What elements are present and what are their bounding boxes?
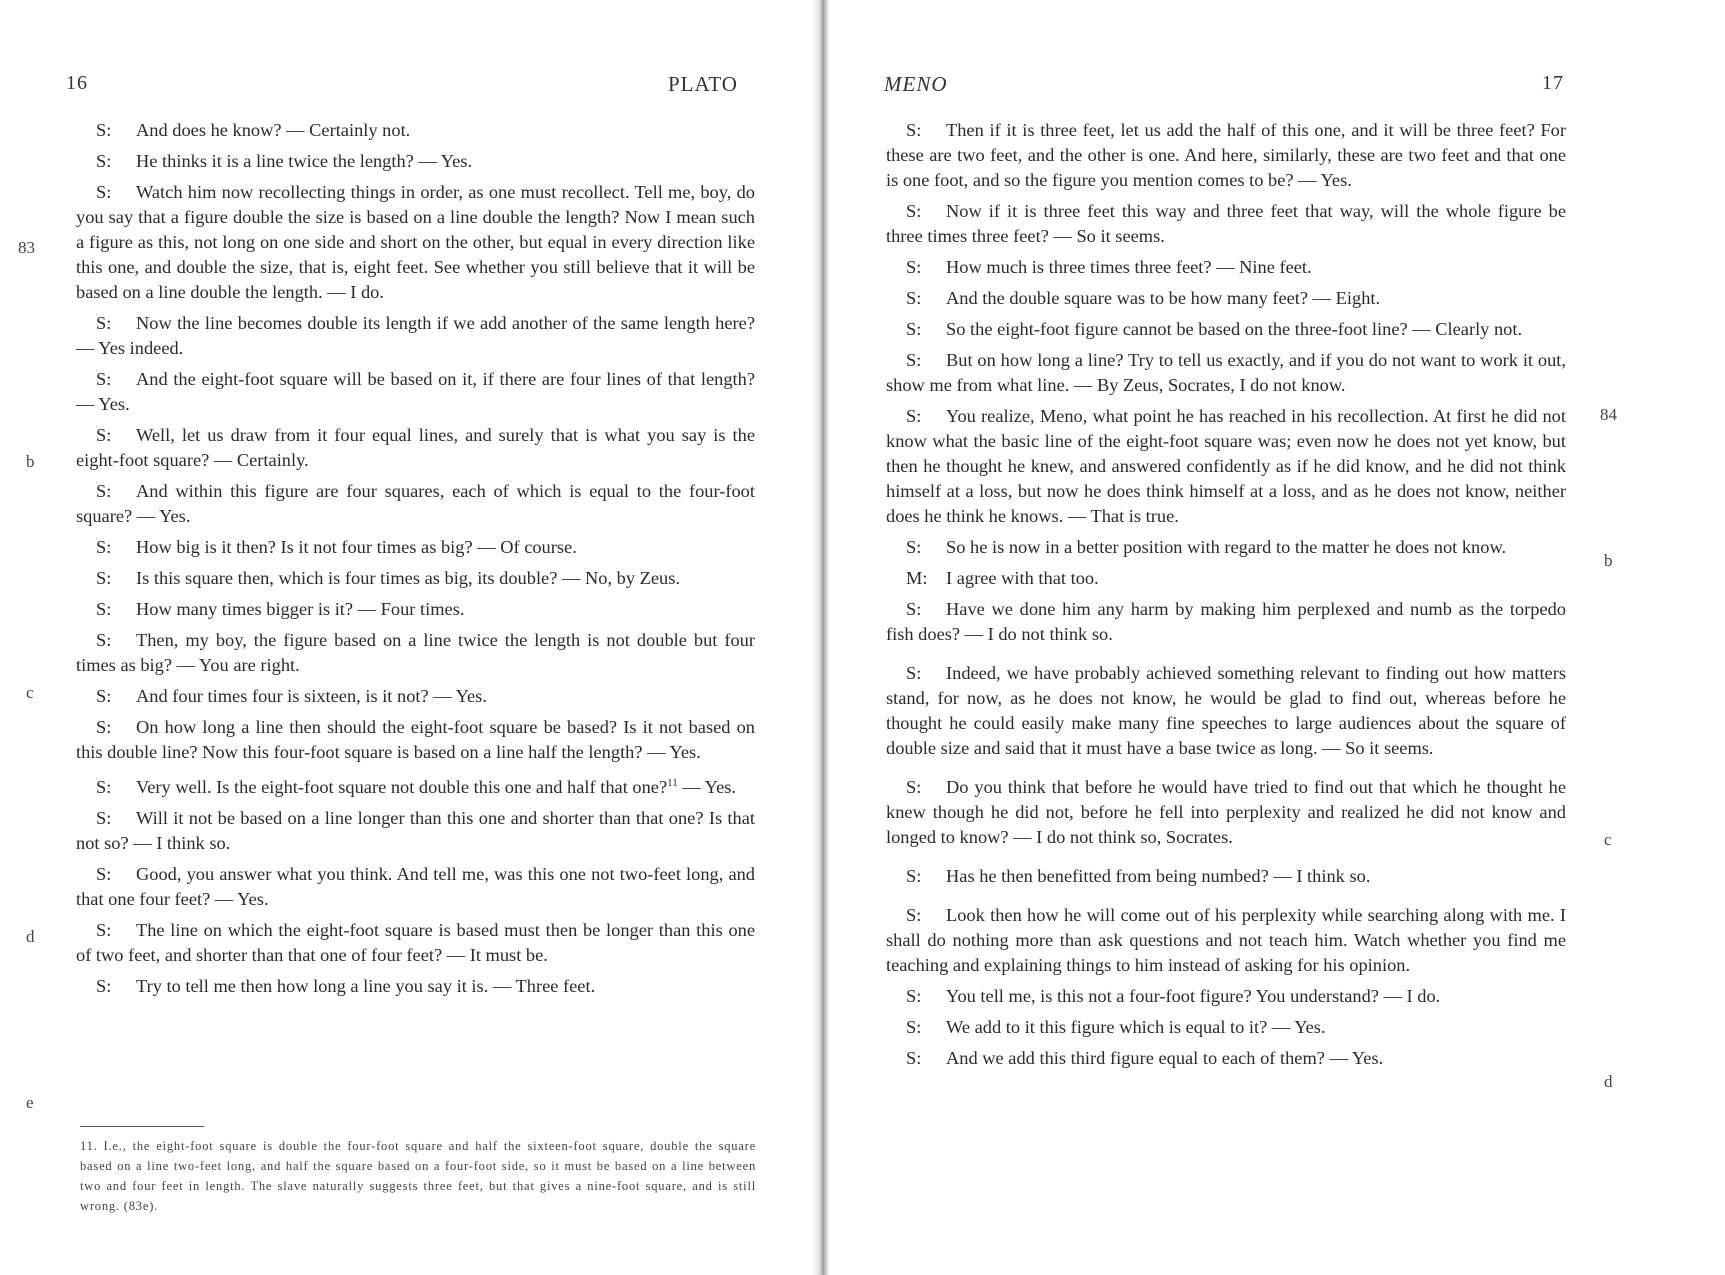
dialogue-paragraph [886, 255, 1566, 280]
paragraph-text: And within this figure are four squares, each of which is equal to the four-foot square? — Yes. [76, 481, 755, 526]
speaker-label: S: [96, 777, 112, 798]
speaker-label: S: [96, 568, 112, 588]
speaker-label: S: [906, 663, 922, 683]
stephanus-marker: d [1604, 1072, 1613, 1091]
paragraph-text: Now if it is three feet this way and three feet that way, will the whole figure be three times three feet? — So it seems. [886, 201, 1566, 246]
paragraph-text: Very well. Is the eight-foot square not double this one and half that one? [136, 777, 668, 798]
dialogue-paragraph [886, 535, 1566, 560]
paragraph-text: I agree with that too. [946, 568, 1099, 588]
paragraph-text: Watch him now recollecting things in order, as one must recollect. Tell me, boy, do you say that a figure double the size is based on a line double the length? Now I mean such a figure as this, not long on one side and short on the other, but equal in every direction like this one, and double the size, that is, eight feet. See whether you still believe that it will be based on a line double the length. — I do. [76, 182, 755, 302]
dialogue-paragraph [76, 118, 755, 143]
speaker-label: S: [96, 864, 112, 885]
paragraph-text: So he is now in a better position with regard to the matter he does not know. [946, 537, 1507, 557]
speaker-label: S: [906, 257, 922, 277]
speaker-label: S: [906, 288, 922, 308]
paragraph-text: How much is three times three feet? — Nine feet. [946, 257, 1312, 277]
dialogue-paragraph [76, 628, 755, 678]
dialogue-paragraph [76, 715, 755, 765]
stephanus-marker: 84 [1600, 405, 1617, 424]
dialogue-paragraph [76, 771, 755, 800]
dialogue-paragraph [886, 566, 1566, 591]
paragraph-text: And four times four is sixteen, is it not? — Yes. [136, 686, 487, 706]
speaker-label: S: [906, 406, 922, 426]
dialogue-paragraph [76, 367, 755, 417]
speaker-label: S: [906, 1017, 922, 1037]
speaker-label: S: [96, 151, 112, 171]
stephanus-marker: b [1604, 551, 1613, 570]
paragraph-text: Has he then benefitted from being numbed? — I think so. [946, 866, 1371, 886]
speaker-label: S: [96, 313, 112, 333]
paragraph-text: How many times bigger is it? — Four times. [136, 599, 465, 619]
speaker-label: S: [906, 201, 922, 221]
paragraph-text: Good, you answer what you think. And tell me, was this one not two-feet long, and that one four feet? — Yes. [76, 864, 755, 910]
speaker-label: S: [906, 1048, 922, 1068]
speaker-label: S: [96, 481, 112, 501]
dialogue-paragraph [886, 597, 1566, 647]
dialogue-paragraph [76, 566, 755, 591]
speaker-label: S: [96, 686, 112, 706]
paragraph-text: Then if it is three feet, let us add the half of this one, and it will be three feet? For these are two feet, and the other is one. And here, similarly, these are two feet and that one is one foot, and so the figure you mention comes to be? — Yes. [886, 120, 1566, 190]
dialogue-paragraph [76, 180, 755, 305]
dialogue-paragraph [76, 862, 755, 912]
speaker-label: S: [96, 182, 112, 202]
stephanus-marker: c [1604, 830, 1612, 849]
speaker-label: S: [96, 537, 112, 557]
dialogue-paragraph [886, 286, 1566, 311]
dialogue-paragraph [886, 661, 1566, 761]
paragraph-text: But on how long a line? Try to tell us exactly, and if you do not want to work it out, show me from what line. — By Zeus, Socrates, I do not know. [886, 350, 1566, 395]
footnote-marker[interactable]: 11 [667, 777, 678, 789]
speaker-label: S: [906, 599, 922, 619]
speaker-label: S: [96, 425, 112, 445]
stephanus-marker: d [26, 927, 35, 946]
speaker-label: S: [906, 866, 922, 886]
speaker-label: M: [906, 568, 928, 588]
running-head-right: MENO [884, 72, 948, 96]
running-head-left: PLATO [668, 72, 738, 96]
dialogue-paragraph [76, 149, 755, 174]
dialogue-paragraph [76, 806, 755, 856]
dialogue-paragraph [886, 775, 1566, 850]
paragraph-text: Try to tell me then how long a line you say it is. — Three feet. [136, 976, 596, 997]
paragraph-text: So the eight-foot figure cannot be based on the three-foot line? — Clearly not. [946, 319, 1523, 339]
dialogue-paragraph [886, 984, 1566, 1009]
speaker-label: S: [96, 630, 112, 650]
paragraph-text: You tell me, is this not a four-foot figure? You understand? — I do. [946, 986, 1441, 1006]
paragraph-text: — Yes. [677, 777, 736, 798]
stephanus-marker: c [26, 683, 34, 702]
footnote-text: 11. I.e., the eight-foot square is double the four-foot square and half the sixteen-foot square, double the square based on a line two-feet long, and half the square based on a four-foot side, so it must be based on a line between two and four feet in length. The slave naturally suggests three feet, but that gives a nine-foot square, and is still wrong. (83e). [80, 1139, 756, 1213]
stephanus-marker: 83 [18, 238, 35, 257]
paragraph-text: On how long a line then should the eight-foot square be based? Is it not based on this double line? Now this four-foot square is based on a line half the length? — Yes. [76, 717, 755, 762]
left-text-block [76, 118, 755, 1005]
dialogue-paragraph [886, 199, 1566, 249]
stephanus-marker: e [26, 1093, 34, 1112]
dialogue-paragraph [76, 423, 755, 473]
left-page [0, 0, 820, 1275]
dialogue-paragraph [76, 535, 755, 560]
speaker-label: S: [906, 537, 922, 557]
speaker-label: S: [96, 599, 112, 619]
paragraph-text: He thinks it is a line twice the length? — Yes. [136, 151, 473, 171]
paragraph-text: Now the line becomes double its length if we add another of the same length here? — Yes indeed. [76, 313, 755, 358]
dialogue-paragraph [76, 311, 755, 361]
speaker-label: S: [906, 986, 922, 1006]
footnote-divider [80, 1126, 204, 1127]
speaker-label: S: [906, 120, 922, 140]
paragraph-text: Well, let us draw from it four equal lines, and surely that is what you say is the eight-foot square? — Certainly. [76, 425, 755, 470]
speaker-label: S: [96, 808, 112, 829]
paragraph-text: Then, my boy, the figure based on a line twice the length is not double but four times as big? — You are right. [76, 630, 755, 675]
dialogue-paragraph [886, 348, 1566, 398]
stephanus-marker: b [26, 452, 35, 471]
paragraph-text: You realize, Meno, what point he has reached in his recollection. At first he did not know what the basic line of the eight-foot square was; even now he does not yet know, but then he thought he knew, and answered confidently as if he did know, and he did not think himself at a loss, but now he does think himself at a loss, and as he does not know, neither does he think he knows. — That is true. [886, 406, 1566, 526]
dialogue-paragraph [886, 903, 1566, 978]
dialogue-paragraph [76, 684, 755, 709]
dialogue-paragraph [76, 918, 755, 968]
paragraph-text: We add to it this figure which is equal to it? — Yes. [946, 1017, 1326, 1037]
speaker-label: S: [906, 319, 922, 339]
paragraph-text: Will it not be based on a line longer than this one and shorter than that one? Is that not so? — I think so. [76, 808, 755, 854]
dialogue-paragraph [886, 118, 1566, 193]
paragraph-text: Look then how he will come out of his perplexity while searching along with me. I shall do nothing more than ask questions and not teach him. Watch whether you find me teaching and explaining things to him instead of asking for his opinion. [886, 905, 1566, 975]
speaker-label: S: [906, 905, 922, 925]
right-text-block [886, 118, 1566, 1077]
paragraph-text: Have we done him any harm by making him perplexed and numb as the torpedo fish does? — I do not think so. [886, 599, 1566, 644]
paragraph-text: The line on which the eight-foot square is based must then be longer than this one of two feet, and shorter than that one of four feet? — It must be. [76, 920, 755, 966]
speaker-label: S: [906, 777, 922, 797]
dialogue-paragraph [886, 317, 1566, 342]
dialogue-paragraph [886, 1046, 1566, 1071]
paragraph-text: And we add this third figure equal to each of them? — Yes. [946, 1048, 1384, 1068]
paragraph-text: Indeed, we have probably achieved something relevant to finding out how matters stand, for now, as he does not know, he would be glad to find out, whereas before he thought he could easily make many fine speeches to large audiences about the square of double size and said that it must have a base twice as long. — So it seems. [886, 663, 1566, 758]
paragraph-text: And does he know? — Certainly not. [136, 120, 411, 140]
speaker-label: S: [96, 369, 112, 389]
page-number-left: 16 [66, 72, 88, 94]
speaker-label: S: [96, 920, 112, 941]
paragraph-text: How big is it then? Is it not four times as big? — Of course. [136, 537, 577, 557]
speaker-label: S: [906, 350, 922, 370]
speaker-label: S: [96, 717, 112, 737]
dialogue-paragraph [886, 864, 1566, 889]
speaker-label: S: [96, 976, 112, 997]
dialogue-paragraph [76, 479, 755, 529]
paragraph-text: And the double square was to be how many feet? — Eight. [946, 288, 1381, 308]
dialogue-paragraph [76, 597, 755, 622]
paragraph-text: Do you think that before he would have tried to find out that which he thought he knew though he did not, before he fell into perplexity and realized he did not know and longed to know? — I do not think so, Socrates. [886, 777, 1566, 847]
dialogue-paragraph [886, 404, 1566, 529]
dialogue-paragraph [886, 1015, 1566, 1040]
speaker-label: S: [96, 120, 112, 140]
paragraph-text: And the eight-foot square will be based on it, if there are four lines of that length? — Yes. [76, 369, 755, 414]
paragraph-text: Is this square then, which is four times as big, its double? — No, by Zeus. [136, 568, 680, 588]
dialogue-paragraph [76, 974, 755, 999]
page-number-right: 17 [1542, 72, 1564, 94]
right-page [822, 0, 1725, 1275]
